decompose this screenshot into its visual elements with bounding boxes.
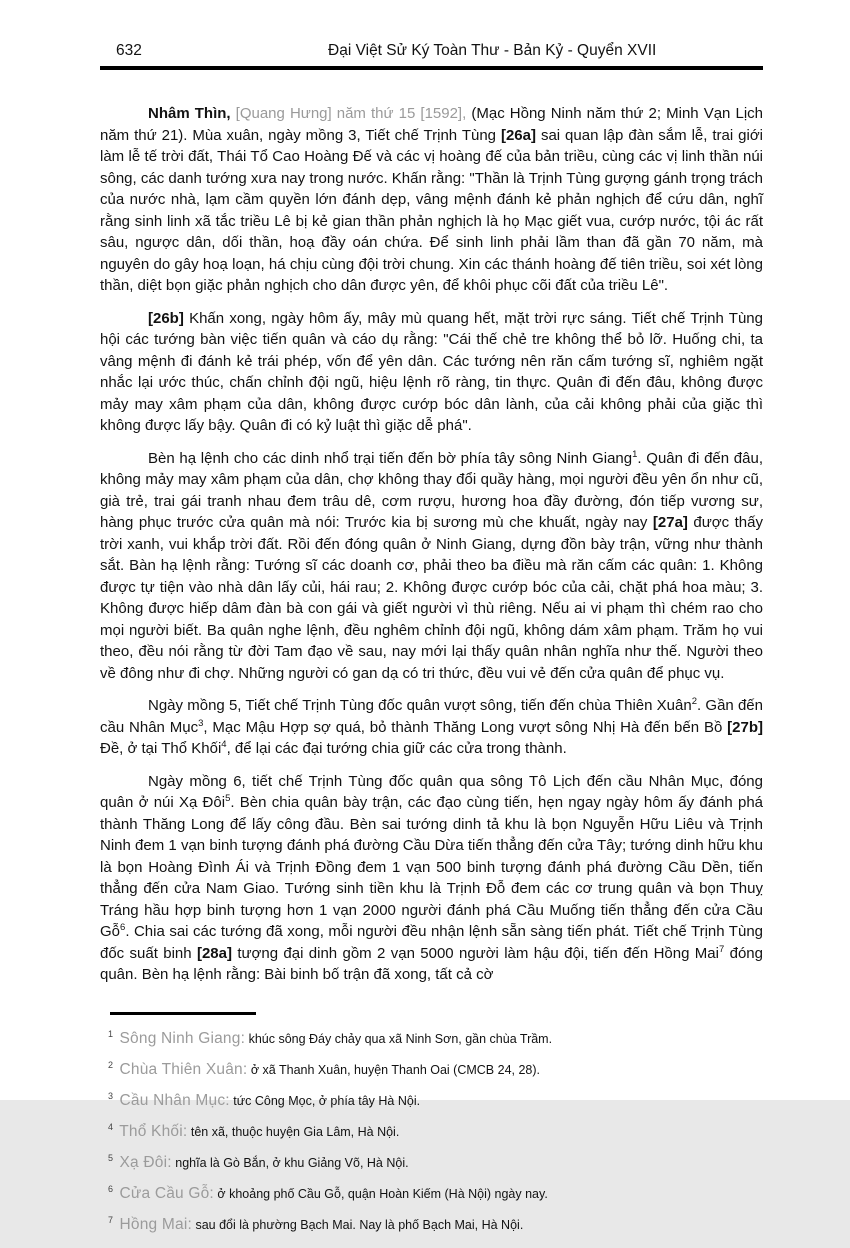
footnote-number: 4 bbox=[108, 1122, 114, 1133]
header-rule bbox=[100, 66, 763, 70]
footnote-separator bbox=[110, 1012, 256, 1015]
footnote-item bbox=[108, 1186, 763, 1202]
text-segment: , để lại các đại tướng chia giữ các cửa trong thành. bbox=[226, 740, 567, 757]
text-segment: . Chia sai các tướng đã xong, mỗi người đều nhận lệnh sẵn sàng tiến phát. Tiết chế Trịnh Tùng đốc suất binh bbox=[100, 923, 763, 962]
footnote-text: tức Công Mọc, ở phía tây Hà Nội. bbox=[229, 1093, 421, 1108]
footnote-number: 6 bbox=[108, 1184, 114, 1195]
footnote-item bbox=[108, 1217, 763, 1233]
footnote-text: ở khoảng phố Cầu Gỗ, quận Hoàn Kiếm (Hà Nội) ngày nay. bbox=[213, 1186, 548, 1201]
footnote-text: sau đổi là phường Bạch Mai. Nay là phố Bạch Mai, Hà Nội. bbox=[191, 1217, 524, 1232]
text-segment: đóng quân. Bèn hạ lệnh rằng: Bài binh bố trận đã xong, tất cả cờ bbox=[100, 944, 763, 983]
footnote-number: 7 bbox=[108, 1215, 114, 1226]
text-segment: được thấy trời xanh, vui khắp trời đất. Rồi đến đóng quân ở Ninh Giang, dựng đồn bày trận, vững như thành sắt. Bàn hạ lệnh rằng: Tướng sĩ các doanh cơ, phải theo ba điều mà răn cấm các quân: 1. Không được tự tiện vào nhà dân lấy củi, hái rau; 2. Không được cướp bóc của cải, chặt phá hoa màu; 3. Không được hiếp dâm đàn bà con gái và giết người vì thù riêng. Nếu ai vi phạm thì chém rao cho mọi người biết. Ba quân nghe lệnh, đều nghêm chỉnh đội ngũ, không dám xâm phạm. Trăm họ vui theo, đều nói rằng từ đời Tam đạo về sau, nay mới lại thấy quân nhân nghĩa như thế. Người theo về đông như đi chợ. Những người có gan dạ có tri thức, đều vui vẻ đến cửa quân để phục vụ. bbox=[100, 514, 763, 682]
footnote-term: Xạ Đôi: bbox=[115, 1153, 172, 1171]
footnote-item bbox=[108, 1093, 763, 1109]
text-segment: [Quang Hưng] năm thứ 15 [1592], bbox=[230, 105, 467, 122]
footnote-text: tên xã, thuộc huyện Gia Lâm, Hà Nội. bbox=[187, 1124, 400, 1139]
footnote-item bbox=[108, 1155, 763, 1171]
footnote-ref: 1 bbox=[632, 448, 638, 460]
page-content bbox=[100, 42, 763, 1248]
text-segment: Nhâm Thìn, bbox=[148, 105, 231, 122]
footnote-item bbox=[108, 1124, 763, 1140]
text-segment: Khấn xong, ngày hôm ấy, mây mù quang hết, mặt trời rực sáng. Tiết chế Trịnh Tùng hội các tướng bàn việc tiến quân và cáo dụ rằng: "Cái thế chẻ tre không thể bỏ lỡ. Huống chi, ta vâng mệnh đi đánh kẻ trái phép, vốn để yên dân. Các tướng nên răn cấm tướng sĩ, nghiêm ngặt nhắc lại ước thúc, chấn chỉnh đội ngũ, hiệu lệnh rõ ràng, tin thực. Quân đi đến đâu, không được mảy may xâm phạm của dân, không được cướp bóc dân lành, của cải không phải của giặc thì không được lấy bậy. Quân đi có kỷ luật thì giặc dễ phá". bbox=[100, 309, 763, 434]
footnote-term: Thổ Khối: bbox=[115, 1122, 188, 1140]
footnote-item bbox=[108, 1062, 763, 1078]
footnote-text: ở xã Thanh Xuân, huyện Thanh Oai (CMCB 24, 28). bbox=[247, 1062, 541, 1077]
footnote-ref: 7 bbox=[718, 943, 725, 955]
footnote-number: 1 bbox=[108, 1029, 114, 1040]
text-segment: , Mạc Mậu Hợp sợ quá, bỏ thành Thăng Long vượt sông Nhị Hà đến bến Bồ bbox=[203, 718, 728, 736]
text-segment: Ngày mồng 5, Tiết chế Trịnh Tùng đốc quân vượt sông, tiến đến chùa Thiên Xuân bbox=[148, 697, 692, 714]
text-segment: sai quan lập đàn sắm lễ, trai giới làm lễ tế trời đất, Thái Tổ Cao Hoàng Đế và các vị hoàng đế của bản triều, cùng các vị linh thần núi sông, các danh tướng xưa nay trong nước. Khấn rằng: "Thần là Trịnh Tùng gượng gánh trọng trách của nước nhà, lạm cầm quyền lớn đánh dẹp, vâng mệnh đánh kẻ phản nghịch để cứu dân, nghĩ rằng sinh linh xã tắc triều Lê bị kẻ gian thần phản nghịch là họ Mạc giết vua, cướp nước, tội ác rất sâu, ngược dân, dối thần, hoạ đầy oán chứa. Để sinh linh phải lầm than đã gần 70 năm, mà nguyên do gây hoạ loạn, há chịu cùng đội trời chung. Xin các thánh hoàng đế tiên triều, soi xét lòng thần, diệt bọn giặc phản nghịch cho dân được yên, để khôi phục cõi đất của triều Lê". bbox=[100, 126, 763, 294]
text-segment: . Gần đến cầu Nhân Mục bbox=[100, 697, 763, 736]
footnote-ref: 5 bbox=[225, 793, 231, 804]
footnote-number: 2 bbox=[108, 1060, 114, 1071]
paragraph bbox=[100, 695, 763, 760]
footnotes-section bbox=[100, 1012, 763, 1233]
page-header bbox=[100, 42, 763, 64]
paragraph bbox=[100, 448, 763, 685]
footnotes-list bbox=[100, 1031, 763, 1233]
text-segment: Bèn hạ lệnh cho các dinh nhổ trại tiến đến bờ phía tây sông Ninh Giang bbox=[148, 449, 633, 467]
footnote-term: Hồng Mai: bbox=[115, 1215, 192, 1233]
text-segment: tượng đại dinh gồm 2 vạn 5000 người làm hậu đội, tiến đến Hồng Mai bbox=[231, 944, 719, 962]
footnote-ref: 6 bbox=[120, 922, 126, 933]
text-segment: [26a] bbox=[500, 126, 536, 144]
body-paragraphs bbox=[100, 103, 763, 986]
footnote-number: 3 bbox=[108, 1091, 114, 1102]
footnote-term: Cầu Nhân Mục: bbox=[115, 1091, 230, 1109]
text-segment: Ngày mồng 6, tiết chế Trịnh Tùng đốc quân qua sông Tô Lịch đến cầu Nhân Mục, đóng quân ở núi Xạ Đôi bbox=[100, 772, 763, 811]
text-segment: [28a] bbox=[196, 944, 232, 962]
text-segment: (Mạc Hồng Ninh năm thứ 2; Minh Vạn Lịch năm thứ 21). Mùa xuân, ngày mồng 3, Tiết chế Trịnh Tùng bbox=[100, 105, 763, 144]
running-title: Đại Việt Sử Ký Toàn Thư - Bản Kỷ - Quyển XVII bbox=[328, 42, 657, 59]
footnote-number: 5 bbox=[108, 1153, 114, 1164]
footnote-item bbox=[108, 1031, 763, 1047]
paragraph bbox=[100, 103, 763, 297]
page-number: 632 bbox=[116, 42, 142, 59]
footnote-text: nghĩa là Gò Bắn, ở khu Giảng Võ, Hà Nội. bbox=[171, 1155, 409, 1170]
paragraph bbox=[100, 308, 763, 437]
text-segment: [27b] bbox=[727, 718, 763, 736]
text-segment: [27a] bbox=[652, 514, 688, 531]
footnote-term: Chùa Thiên Xuân: bbox=[115, 1060, 248, 1078]
footnote-term: Cửa Cầu Gỗ: bbox=[115, 1184, 214, 1202]
footnote-term: Sông Ninh Giang: bbox=[115, 1029, 246, 1047]
paragraph bbox=[100, 771, 763, 986]
footnote-text: khúc sông Đáy chảy qua xã Ninh Sơn, gần chùa Trầm. bbox=[245, 1031, 553, 1046]
footnote-ref: 3 bbox=[198, 717, 204, 729]
text-segment: . Quân đi đến đâu, không mảy may xâm phạm của dân, chợ không thay đổi quầy hàng, mọi người đều yên ổn như cũ, già trẻ, trai gái tranh nhau đem trâu dê, cơm rượu, hương hoa đầy đường, đón tiếp vương sư, hàng phục trước cửa quân mà nói: Trước kia bị sương mù che khuất, ngày nay bbox=[100, 449, 763, 531]
footnote-ref: 2 bbox=[691, 696, 698, 707]
footnote-ref: 4 bbox=[221, 739, 227, 750]
text-segment: [26b] bbox=[148, 309, 184, 327]
text-segment: . Bèn chia quân bày trận, các đạo cùng tiến, hẹn ngay ngày hôm ấy đánh phá thành Thăng Long để lấy công đầu. Bèn sai tướng dinh tả khu là bọn Nguyễn Hữu Liêu và Trịnh Ninh đem 1 vạn binh tượng đánh phá đường Cầu Dừa tiến thẳng đến cửa Tây; tướng dinh hữu khu là bọn Hoàng Đình Ái và Trịnh Đồng đem 1 vạn 500 binh tượng đánh phá đường Cầu Dền, tiến thẳng đến cửa Nam Giao. Tướng sinh tiền khu là Trịnh Đỗ đem các cơ trung quân và bọn Thuỵ Tráng hầu hợp binh tượng hơn 1 vạn 2000 người đánh phá Cầu Muống tiến thẳng đến cửa Cầu Gỗ bbox=[100, 794, 764, 940]
text-segment: Đề, ở tại Thổ Khối bbox=[100, 740, 222, 757]
